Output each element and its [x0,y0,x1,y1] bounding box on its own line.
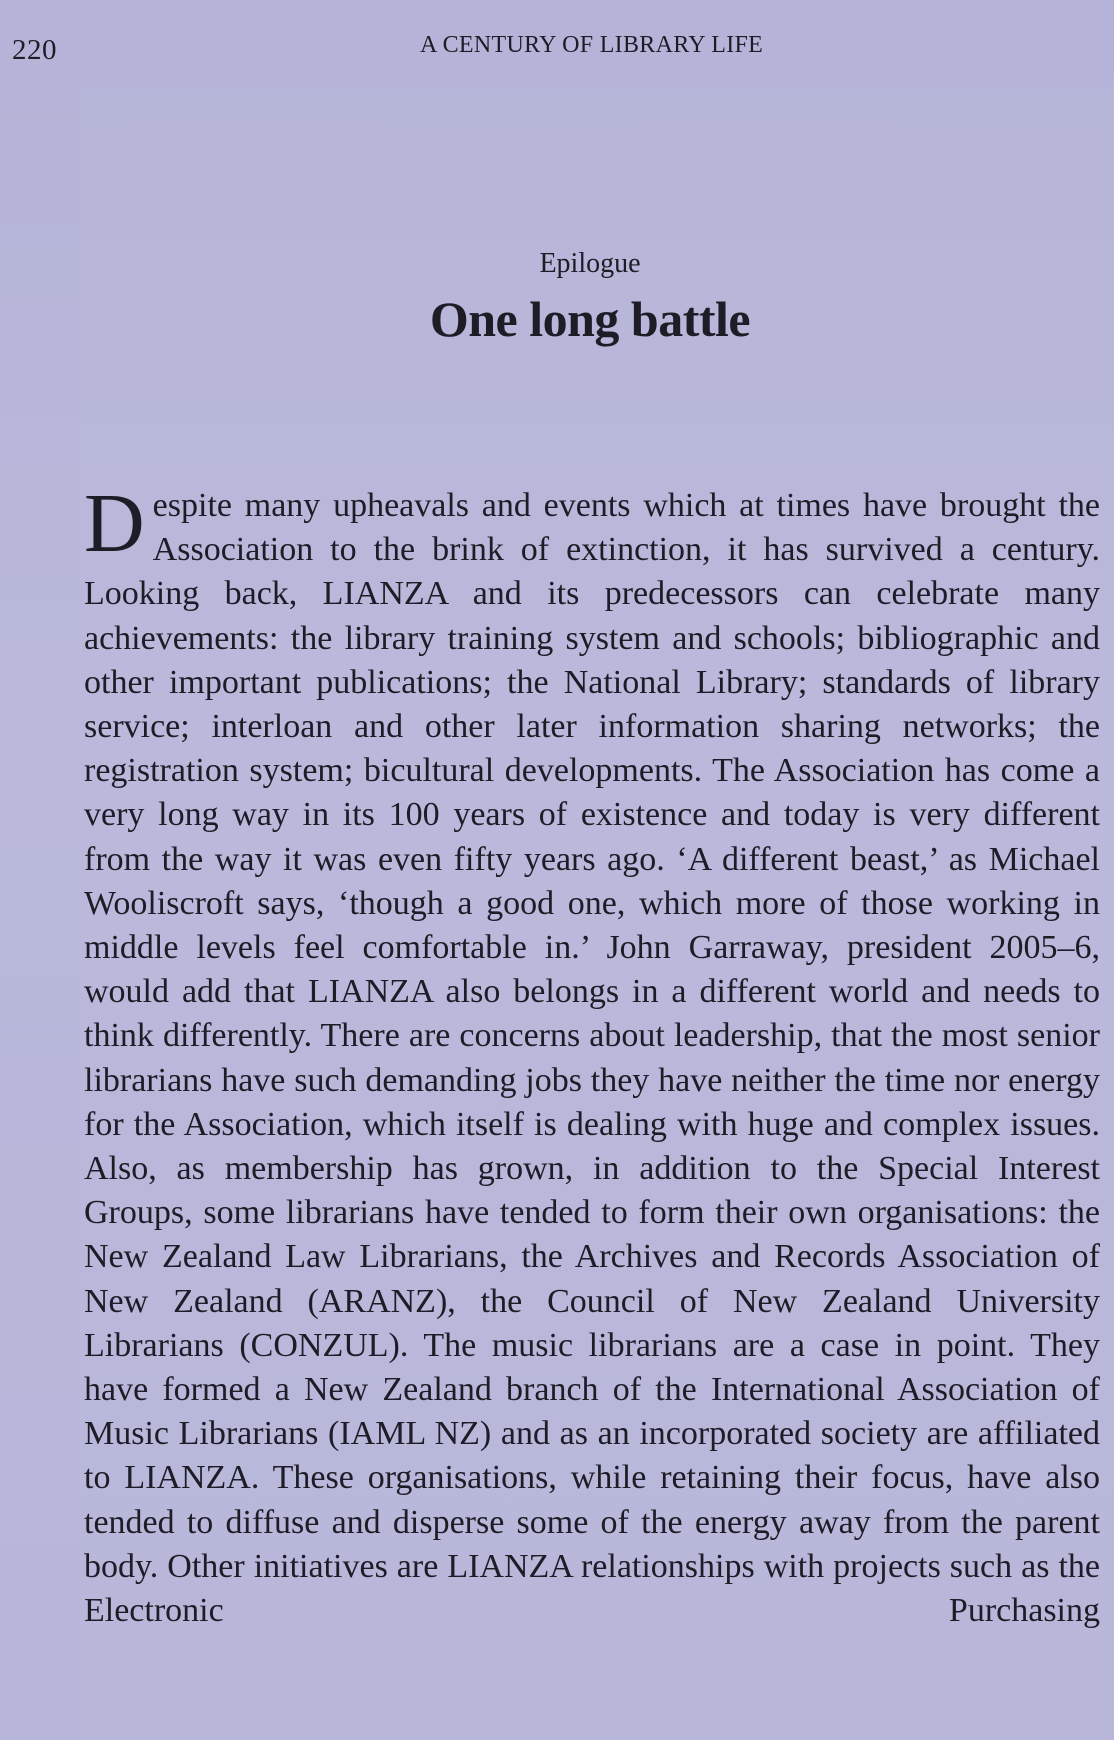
page-number: 220 [12,34,57,66]
body-text: espite many upheavals and events which at times have brought the Association to the brink of extinction, it has survived a century. Looking back, LIANZA and its predecessors can celebrate many achievements: the library training system and schools; bibliographic and other important publications; the National Library; standards of library service; interloan and other later information sharing networks; the registration system; bicultural developments. The Association has come a very long way in its 100 years of existence and today is very different from the way it was even fifty years ago. ‘A different beast,’ as Michael Wooliscroft says, ‘though a good one, which more of those working in middle levels feel comfortable in.’ John Garraway, president 2005–6, would add that LIANZA also belongs in a different world and needs to think differently. There are concerns about leadership, that the most senior librarians have such demanding jobs they have neither the time nor energy for the Association, which itself is dealing with huge and complex issues. Also, as membership has grown, in addition to the Special Interest Groups, some librarians have tended to form their own organisations: the New Zealand Law Librarians, the Archives and Records Association of New Zealand (ARANZ), the Council of New Zealand University Librarians (CONZUL). The music librarians are a case in point. They have formed a New Zealand branch of the International Association of Music Librarians (IAML NZ) and as an incorporated society are affiliated to LIANZA. These organisations, while retaining their focus, have also tended to diffuse and disperse some of the energy away from the parent body. Other initiatives are LIANZA relationships with projects such as the Electronic Purchasing [84,487,1100,1630]
chapter-title: One long battle [429,291,751,347]
running-head-title: A CENTURY OF LIBRARY LIFE [420,32,764,58]
section-label: Epilogue [539,248,641,279]
body-paragraph [84,477,1100,1633]
drop-cap: D [84,477,145,570]
running-head [0,30,1114,70]
